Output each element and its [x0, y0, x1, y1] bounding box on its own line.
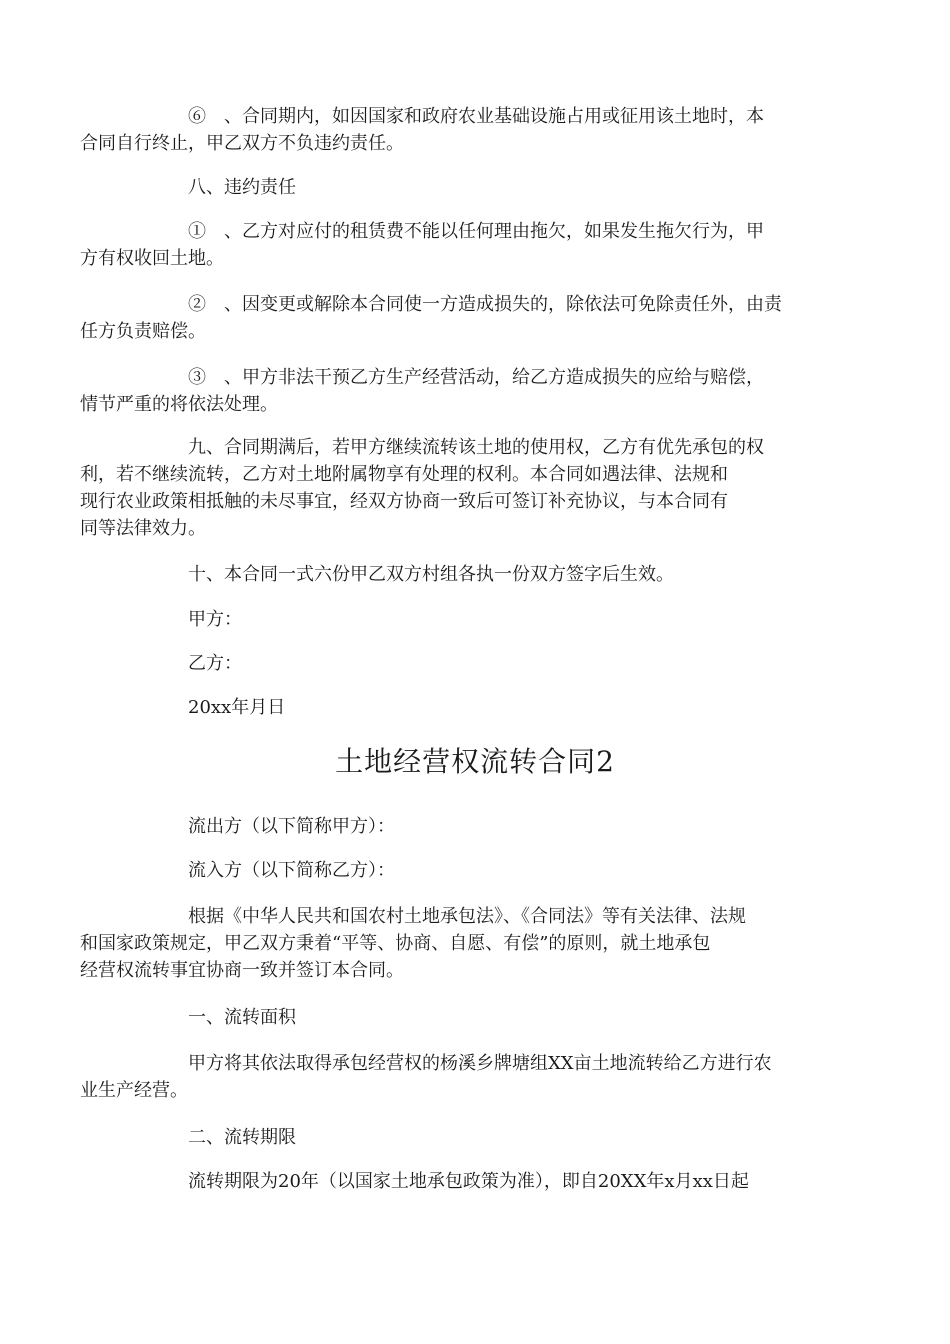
clause-10: 十、本合同一式六份甲乙双方村组各执一份双方签字后生效。 [188, 564, 674, 585]
basis-line-1: 根据《中华人民共和国农村土地承包法》、《合同法》等有关法律、法规 [188, 906, 746, 927]
clause-6 [80, 103, 848, 157]
heading-transfer-area: 一、流转面积 [188, 1007, 296, 1028]
breach-1-line-2: 方有权收回土地。 [80, 248, 224, 269]
breach-3-line-2: 情节严重的将依法处理。 [80, 394, 278, 415]
outflow-party: 流出方（以下简称甲方）： [188, 816, 395, 837]
breach-clause-3 [80, 364, 848, 418]
breach-3-line-1: ③ 、甲方非法干预乙方生产经营活动，给乙方造成损失的应给与赔偿， [188, 367, 764, 388]
signature-party-a: 甲方： [188, 609, 242, 630]
clause-9-line-3: 现行农业政策相抵触的未尽事宜，经双方协商一致后可签订补充协议，与本合同有 [80, 491, 728, 512]
transfer-term-paragraph: 流转期限为20年（以国家土地承包政策为准），即自20XX年x月xx日起 [188, 1171, 749, 1192]
breach-2-line-2: 任方负责赔偿。 [80, 321, 206, 342]
breach-clause-1 [80, 218, 848, 272]
clause-6-line-1: ⑥ 、合同期内，如因国家和政府农业基础设施占用或征用该土地时，本 [188, 106, 764, 127]
breach-1-line-1: ① 、乙方对应付的租赁费不能以任何理由拖欠，如果发生拖欠行为，甲 [188, 221, 764, 242]
clause-9 [80, 434, 848, 542]
basis-line-3: 经营权流转事宜协商一致并签订本合同。 [80, 960, 404, 981]
clause-6-line-2: 合同自行终止，甲乙双方不负违约责任。 [80, 133, 404, 154]
heading-breach-liability: 八、违约责任 [188, 177, 296, 198]
signature-date: 20xx年月日 [188, 697, 286, 718]
area-line-2: 业生产经营。 [80, 1080, 188, 1101]
legal-basis-paragraph [80, 903, 848, 984]
clause-9-line-2: 利，若不继续流转，乙方对土地附属物享有处理的权利。本合同如遇法律、法规和 [80, 464, 728, 485]
clause-9-line-1: 九、合同期满后，若甲方继续流转该土地的使用权，乙方有优先承包的权 [188, 437, 764, 458]
transfer-area-paragraph [80, 1050, 848, 1104]
breach-clause-2 [80, 291, 848, 345]
clause-9-line-4: 同等法律效力。 [80, 518, 206, 539]
document-title: 土地经营权流转合同2 [335, 745, 615, 778]
breach-2-line-1: ② 、因变更或解除本合同使一方造成损失的，除依法可免除责任外，由责 [188, 294, 782, 315]
area-line-1: 甲方将其依法取得承包经营权的杨溪乡牌塘组XX亩土地流转给乙方进行农 [188, 1053, 772, 1074]
signature-party-b: 乙方： [188, 653, 242, 674]
inflow-party: 流入方（以下简称乙方）： [188, 860, 395, 881]
heading-transfer-term: 二、流转期限 [188, 1127, 296, 1148]
basis-line-2: 和国家政策规定，甲乙双方秉着“平等、协商、自愿、有偿”的原则，就土地承包 [80, 933, 711, 954]
